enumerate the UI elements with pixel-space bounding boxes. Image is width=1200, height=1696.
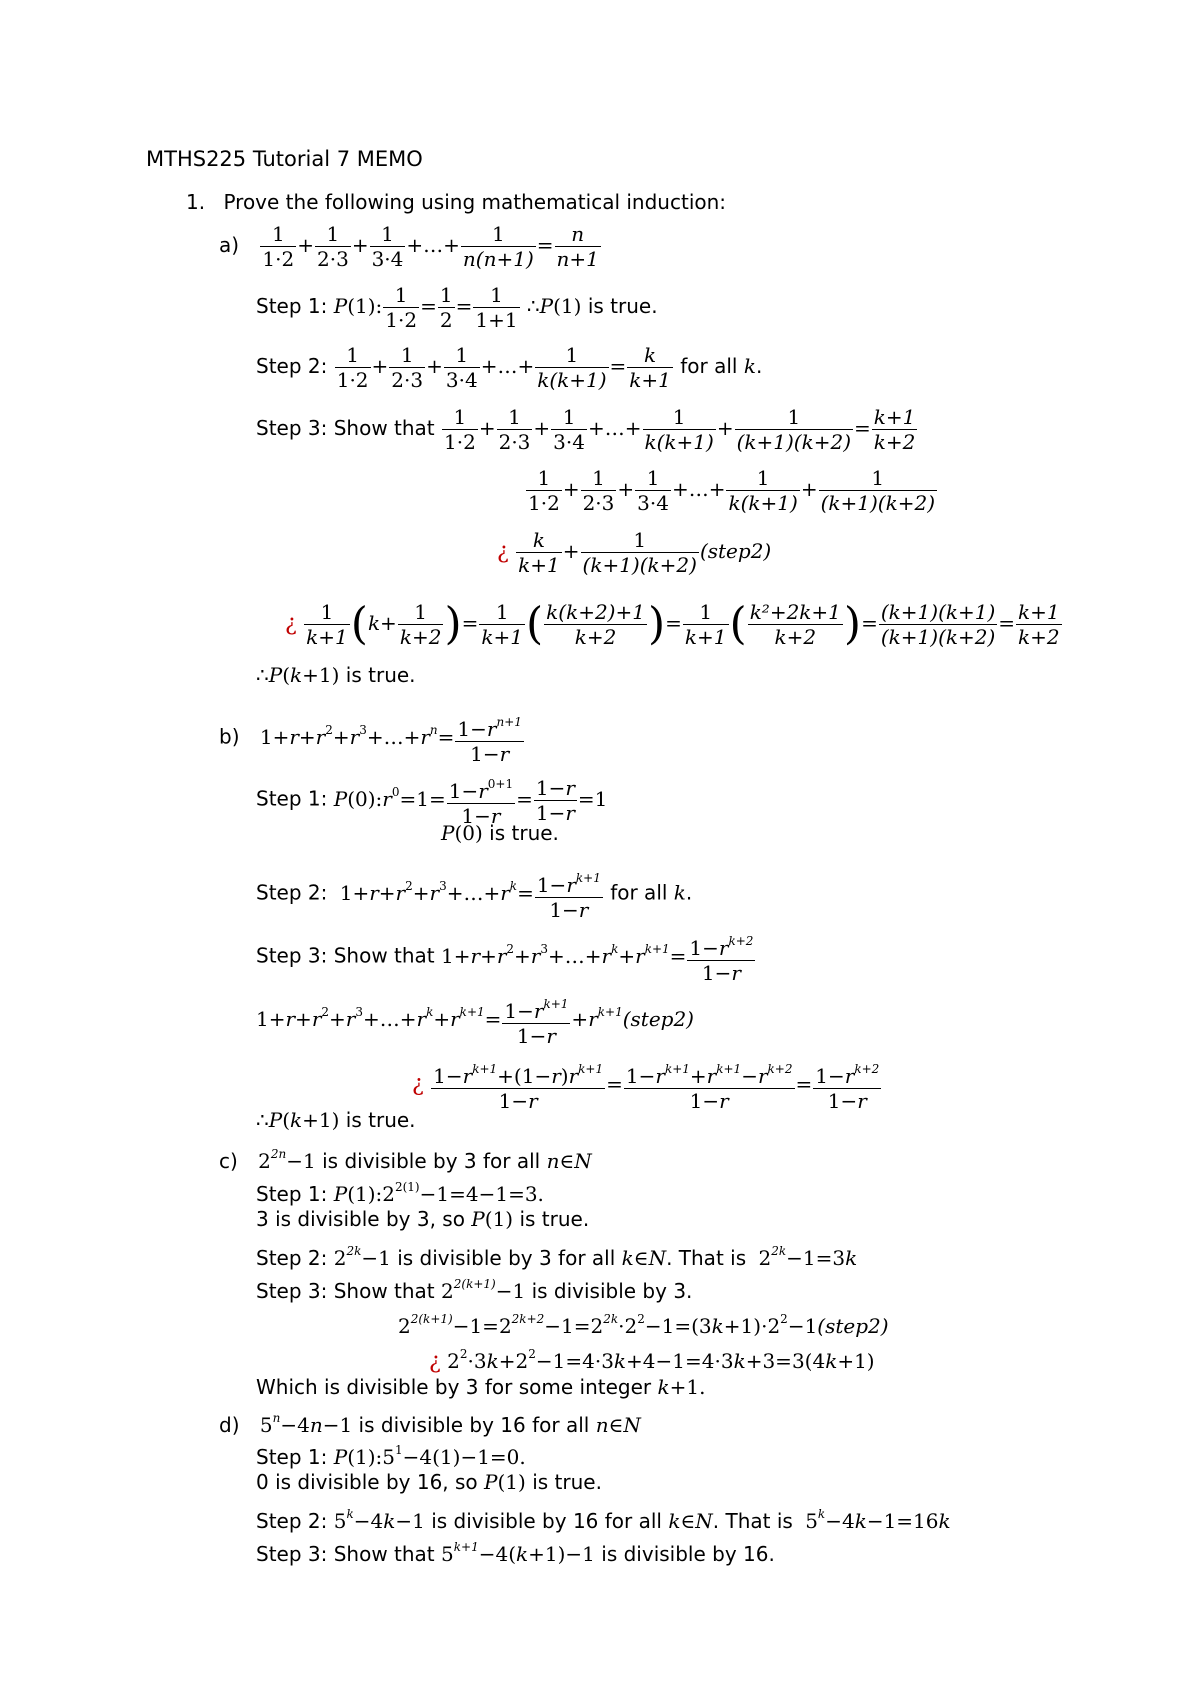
part-d-statement: d) $5^n-4n-1$ is divisible by 16 for all n∈N bbox=[219, 1411, 641, 1437]
part-a-line3: ¿ $\frac{1}{k+1}$ (k+ $\frac{1}{k+2}$ )= $\frac{1}{k+1}$ ( $\frac{k(k+2)+1}{k+2}$ )= $\frac{1}{k+1}$ ( $\frac{\text{k²+2k+1}}{k+2}$ )= $\frac{(k+1)(k+1)}{(k+1)(k+2)}$ = $\frac{k+1}{k+2}$ bbox=[285, 598, 1060, 650]
question-prompt: Prove the following using mathematical induction: bbox=[223, 190, 727, 214]
step-label: Step 1: bbox=[256, 294, 328, 318]
step-tail: is true. bbox=[489, 821, 559, 845]
part-b-line1: $1+r+r^2+r^3+\dots+r^k+r^{k+1}=$ $\frac{1-r^{k+1}}{1-r}$ $+r^{k+1}(step2)$ bbox=[256, 992, 694, 1048]
step-reference: (step2) bbox=[817, 1314, 889, 1338]
note-tail: is true. bbox=[532, 1470, 602, 1494]
part-b-conclusion: ∴P(k+1) is true. bbox=[256, 1108, 416, 1132]
step-that: . That is bbox=[666, 1246, 747, 1270]
part-label: b) bbox=[219, 724, 240, 749]
part-label: a) bbox=[219, 233, 240, 257]
step-label: Step 3: Show that bbox=[256, 943, 435, 968]
step-tail: for all bbox=[610, 880, 668, 905]
note-tail: is true. bbox=[519, 1207, 590, 1231]
part-d-step2: Step 2: $5^k-4k-1$ is divisible by 16 for all k∈N. That is $5^k-4k-1=16k$ bbox=[256, 1507, 951, 1533]
part-c-line1: $2^{2(k+1)}-1=2^{2k+2}-1=2^{2k}\cdot 2^2-1=(3k+1)\cdot 2^2-1(step2)$ bbox=[398, 1312, 889, 1338]
part-c-step3: Step 3: Show that $2^{2(k+1)}-1$ is divisible by 3. bbox=[256, 1277, 693, 1303]
part-a-conclusion: ∴P(k+1) is true. bbox=[256, 663, 416, 687]
step-label: Step 2: bbox=[256, 1246, 328, 1270]
part-label: c) bbox=[219, 1149, 238, 1173]
note-text: 3 is divisible by 3, so bbox=[256, 1207, 465, 1231]
part-label: d) bbox=[219, 1413, 240, 1437]
part-b-statement: b) $1+r+r^2+r^3+\dots+r^n=$ $\frac{1-r^{n+1}}{1-r}$ bbox=[219, 710, 525, 766]
conclusion-tail: is true. bbox=[345, 1108, 416, 1132]
statement-tail: is divisible by 3 for all bbox=[322, 1149, 541, 1173]
part-b-step2: Step 2: $1+r+r^2+r^3+\dots+r^k=$ $\frac{1-r^{k+1}}{1-r}$ for all k. bbox=[256, 866, 692, 922]
part-d-step3: Step 3: Show that $5^{k+1}-4(k+1)-1$ is divisible by 16. bbox=[256, 1540, 775, 1566]
part-d-step1-note: 0 is divisible by 16, so P(1) is true. bbox=[256, 1470, 602, 1494]
step-tail: is divisible by 16. bbox=[601, 1542, 775, 1566]
part-a-step2: Step 2: $\frac{1}{1\cdot 2}$ + $\frac{1}{2\cdot 3}$ + $\frac{1}{3\cdot 4}$ +…+ $\frac{1}{k(k+1)}$ = $\frac{k}{k+1}$ for all k. bbox=[256, 343, 763, 392]
step-label: Step 1: bbox=[256, 1445, 328, 1469]
step-label: Step 1: bbox=[256, 1182, 328, 1206]
part-d-step1: Step 1: $P(1):5^1-4(1)-1=0$. bbox=[256, 1443, 526, 1469]
note-text: 0 is divisible by 16, so bbox=[256, 1470, 478, 1494]
part-c-statement: c) $2^{2n}-1$ is divisible by 3 for all n∈N bbox=[219, 1147, 592, 1173]
statement-tail: is divisible by 16 for all bbox=[358, 1413, 590, 1437]
question-1-prompt bbox=[186, 189, 726, 215]
part-c-final: Which is divisible by 3 for some integer k+1. bbox=[256, 1375, 706, 1399]
step-tail: is divisible by 3. bbox=[531, 1279, 693, 1303]
part-c-step1-note: 3 is divisible by 3, so P(1) is true. bbox=[256, 1207, 590, 1231]
step-reference: (step2) bbox=[622, 1006, 694, 1031]
step-label: Step 3: Show that bbox=[256, 416, 435, 440]
step-label: Step 3: Show that bbox=[256, 1279, 435, 1303]
part-a-step3: Step 3: Show that $\frac{1}{1\cdot 2}$ + $\frac{1}{2\cdot 3}$ + $\frac{1}{3\cdot 4}$ +…+ $\frac{1}{k(k+1)}$ + $\frac{1}{(k+1)(k+2)}$ = $\frac{k+1}{k+2}$ bbox=[256, 405, 916, 454]
step-label: Step 3: Show that bbox=[256, 1542, 435, 1566]
step-label: Step 2: bbox=[256, 354, 328, 378]
part-a-line2: ¿ $\frac{k}{k+1}$ + $\frac{1}{(k+1)(k+2)}$ (step2) bbox=[497, 528, 772, 577]
step-that: . That is bbox=[712, 1509, 793, 1533]
part-c-step1: Step 1: $P(1):2^{2(1)}-1=4-1=3$. bbox=[256, 1180, 544, 1206]
question-number: 1. bbox=[186, 190, 206, 214]
step-label: Step 1: bbox=[256, 786, 328, 811]
step-mid: is divisible by 3 for all bbox=[397, 1246, 616, 1270]
part-a-statement: a) $\frac{1}{1\cdot 2}$ + $\frac{1}{2\cdot 3}$ + $\frac{1}{3\cdot 4}$ +…+ $\frac{1}{n(n+1)}$ = $\frac{n}{n+1}$ bbox=[219, 222, 599, 271]
conclusion-tail: is true. bbox=[345, 663, 416, 687]
page-title: MTHS225 Tutorial 7 MEMO bbox=[146, 147, 423, 171]
part-b-step1: Step 1: $P(0):r^0=1=$ $\frac{1-r^{0+1}}{1-r}$ = $\frac{1-r}{1-r}$ =1 bbox=[256, 772, 607, 828]
step-tail: is true. bbox=[587, 294, 658, 318]
part-b-line2: ¿ $\frac{1-r^{k+1}+(1-r)r^{k+1}}{1-r}$ = $\frac{1-r^{k+1}+r^{k+1}-r^{k+2}}{1-r}$ = $\frac{1-r^{k+2}}{1-r}$ bbox=[412, 1057, 882, 1113]
part-c-step2: Step 2: $2^{2k}-1$ is divisible by 3 for all k∈N. That is $2^{2k}-1=3k$ bbox=[256, 1244, 858, 1270]
part-c-line2: ¿ $2^2\cdot 3k+2^2-1=4\cdot 3k+4-1=4\cdot 3k+3=3(4k+1)$ bbox=[429, 1347, 875, 1374]
step-reference: (step2) bbox=[699, 539, 772, 563]
step-label: Step 2: bbox=[256, 880, 328, 905]
final-text: Which is divisible by 3 for some integer bbox=[256, 1375, 652, 1399]
step-mid: is divisible by 16 for all bbox=[431, 1509, 662, 1533]
part-b-p0: P(0) is true. bbox=[441, 821, 559, 845]
part-b-step3: Step 3: Show that $1+r+r^2+r^3+\dots+r^k+r^{k+1}=$ $\frac{1-r^{k+2}}{1-r}$ bbox=[256, 929, 756, 985]
step-label: Step 2: bbox=[256, 1509, 328, 1533]
step-tail: for all bbox=[680, 354, 738, 378]
part-a-step1: Step 1: P(1): $\frac{1}{1\cdot 2}$ = $\frac{1}{2}$ = $\frac{1}{1+1}$ ∴P(1) is true. bbox=[256, 283, 658, 332]
part-a-lhs: $\frac{1}{1\cdot 2}$ + $\frac{1}{2\cdot 3}$ + $\frac{1}{3\cdot 4}$ +…+ $\frac{1}{k(k+1)}$ + $\frac{1}{(k+1)(k+2)}$ bbox=[528, 466, 935, 515]
